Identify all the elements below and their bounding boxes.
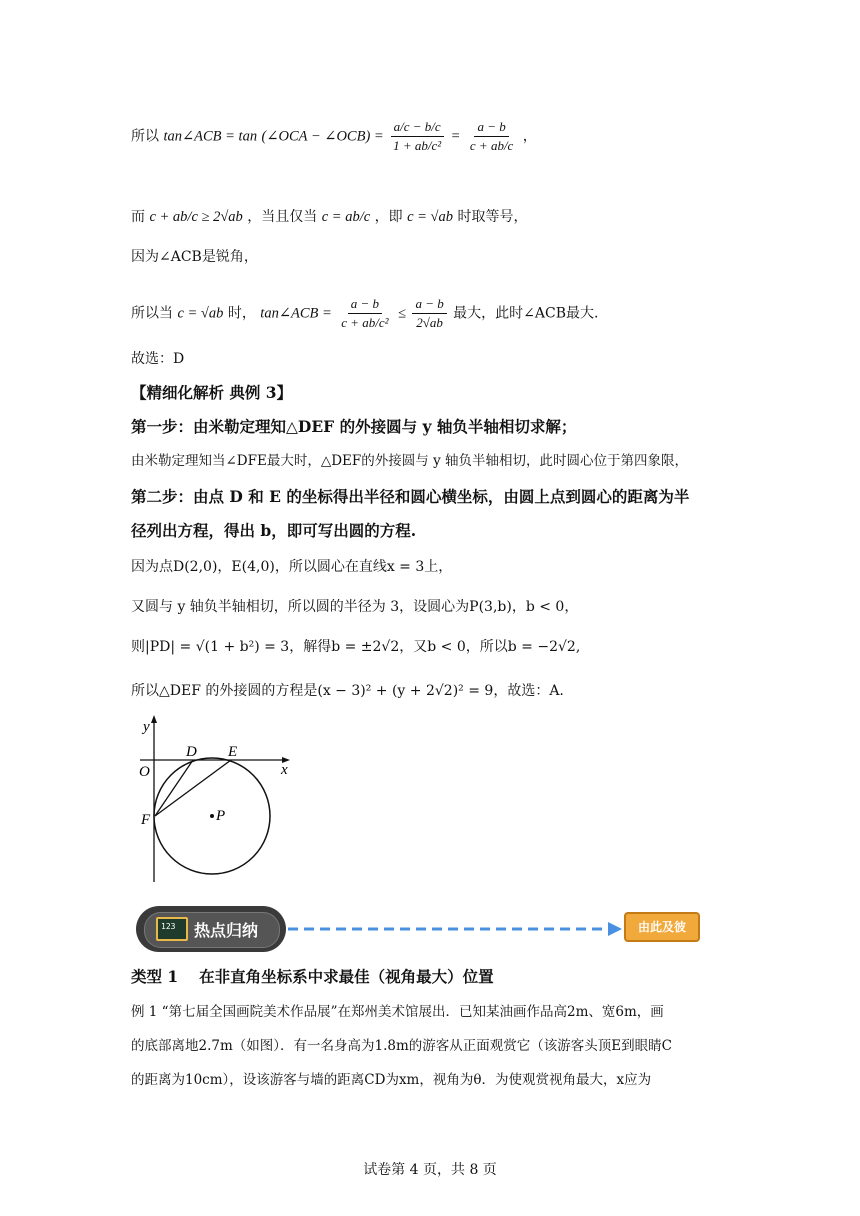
denominator: 1 + ab/c²	[393, 138, 442, 153]
answer-line: 故选：D	[131, 351, 185, 367]
center-point	[210, 814, 214, 818]
text: ，即	[374, 209, 403, 225]
text: 所以	[131, 128, 159, 145]
numerator: a/c − b/c	[391, 118, 444, 137]
blackboard-icon	[156, 917, 188, 941]
step1-title: 第一步：由米勒定理知△DEF 的外接圆与 y 轴负半轴相切求解；	[131, 417, 577, 436]
fraction	[412, 295, 446, 332]
label-y: y	[143, 719, 150, 735]
label-e: E	[228, 744, 238, 760]
board-text: 123	[161, 922, 176, 931]
type-title: 类型 1 在非直角坐标系中求最佳（视角最大）位置	[131, 967, 494, 986]
label-p: P	[216, 808, 226, 824]
example-line-3: 的距离为10cm），设该游客与墙的距离CD为xm，视角为θ．为使观赏视角最大，x应为	[131, 1072, 652, 1088]
example-line-1: 例 1 “第七届全国画院美术作品展”在郑州美术馆展出．已知某油画作品高2m、宽6m，画	[131, 1004, 664, 1020]
step2-title-b: 径列出方程，得出 b，即可写出圆的方程.	[131, 521, 417, 540]
banner-title: 热点归纳	[194, 921, 259, 940]
formula-line-2	[131, 207, 527, 227]
label-d: D	[186, 744, 197, 760]
math-expr: tan∠ACB = tan	[163, 128, 258, 145]
math-expr: c = ab/c	[321, 209, 371, 225]
label-o: O	[139, 764, 150, 780]
text-line-3: 因为∠ACB是锐角，	[131, 249, 258, 265]
text: ，	[522, 128, 537, 145]
fraction	[390, 118, 444, 155]
analysis-heading: 【精细化解析 典例 3】	[131, 383, 293, 402]
denominator: c + ab/c	[469, 138, 514, 153]
math-expr: c + ab/c ≥ 2√ab	[149, 209, 243, 225]
fraction	[467, 118, 516, 155]
text: 所以当	[131, 305, 173, 322]
math-expr: ≤	[398, 305, 406, 322]
para-4: 所以△DEF 的外接圆的方程是(x − 3)² + (y + 2√2)² = 9，故选：A.	[131, 683, 564, 699]
tag-label: 由此及彼	[624, 912, 700, 942]
example-line-2: 的底部离地2.7m（如图）．有一名身高为1.8m的游客从正面观赏它（该游客头顶E到眼睛C	[131, 1038, 672, 1054]
step2-title-a: 第二步：由点 D 和 E 的坐标得出半径和圆心横坐标，由圆上点到圆心的距离为半	[131, 487, 690, 506]
circle-figure	[120, 712, 310, 887]
math-expr: (∠OCA − ∠OCB) =	[261, 128, 384, 145]
para-3: 则|PD| = √(1 + b²) = 3，解得b = ±2√2，又b < 0，所以b = −2√2,	[131, 639, 581, 655]
step1-body: 由米勒定理知当∠DFE最大时，△DEF的外接圆与 y 轴负半轴相切，此时圆心位于第四象限，	[131, 453, 688, 469]
numerator: a − b	[348, 295, 382, 314]
y-axis-arrow	[151, 715, 157, 723]
label-f: F	[141, 812, 151, 828]
para-2: 又圆与 y 轴负半轴相切，所以圆的半径为 3，设圆心为P(3,b)，b < 0，	[131, 599, 579, 615]
fraction	[338, 295, 391, 332]
numerator: a − b	[412, 295, 446, 314]
formula-line-1: 所以 tan∠ACB = tan (∠OCA − ∠OCB) = $\frac{a/c - b/c}{\text{1 + ab/c²}}$ = $\frac{a - b}{c + ab/c}$ ，	[131, 119, 537, 153]
denominator: c + ab/c²	[341, 315, 389, 330]
label-x: x	[281, 762, 288, 778]
text: 时取等号，	[457, 209, 528, 225]
denominator: 2√ab	[416, 315, 443, 330]
dashed-arrow	[288, 919, 624, 939]
hot-summary-banner	[136, 906, 286, 952]
numerator: a − b	[474, 118, 508, 137]
math-expr: tan∠ACB =	[260, 305, 332, 322]
math-expr: c = √ab	[177, 305, 224, 322]
text: 最大，此时∠ACB最大.	[453, 305, 599, 322]
text: ，当且仅当	[247, 209, 318, 225]
text: 时，	[227, 305, 256, 322]
formula-line-4	[131, 295, 598, 332]
text: 而	[131, 209, 145, 225]
para-1: 因为点D(2,0)，E(4,0)，所以圆心在直线x = 3上，	[131, 559, 453, 575]
math-expr: c = √ab	[407, 209, 453, 225]
page-footer: 试卷第 4 页，共 8 页	[363, 1162, 497, 1178]
